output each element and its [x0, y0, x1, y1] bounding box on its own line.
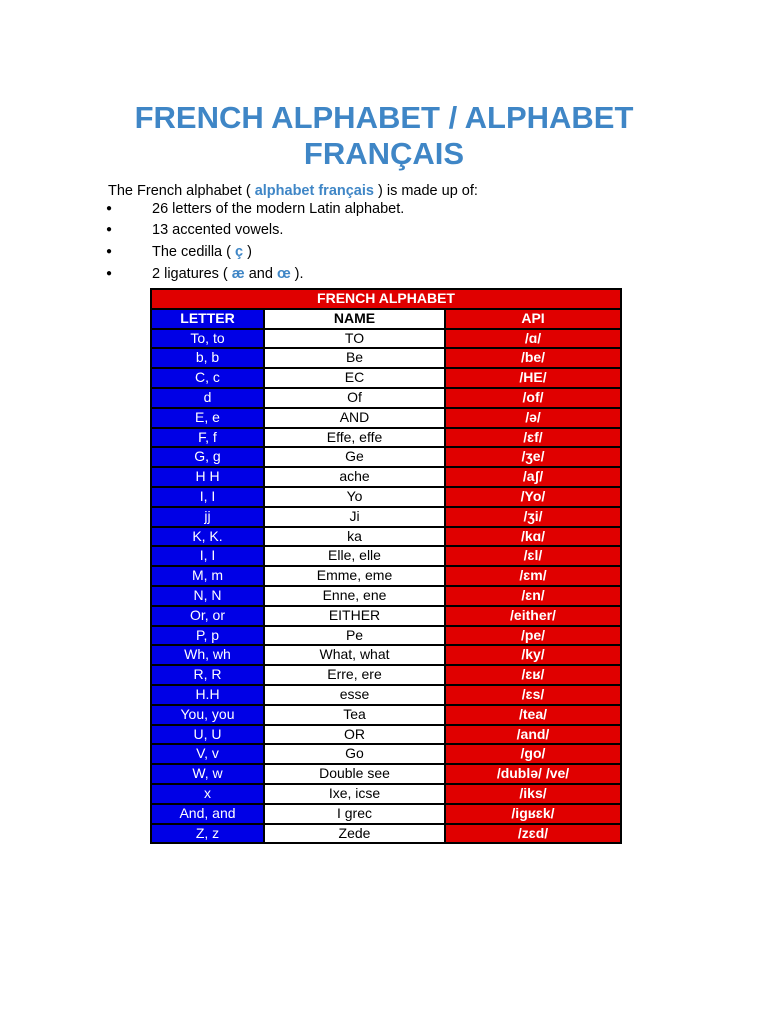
table-row — [151, 784, 621, 804]
cell-name: TO — [264, 329, 445, 349]
list-item — [0, 221, 768, 241]
cell-letter: You, you — [151, 705, 264, 725]
cell-letter: K, K. — [151, 527, 264, 547]
column-header-name: NAME — [264, 309, 445, 329]
page-title — [0, 100, 768, 172]
alphabet-table — [150, 288, 622, 844]
cell-name: EITHER — [264, 606, 445, 626]
cell-name: Elle, elle — [264, 546, 445, 566]
cell-letter: F, f — [151, 428, 264, 448]
cell-letter: jj — [151, 507, 264, 527]
cell-letter: To, to — [151, 329, 264, 349]
cell-letter: d — [151, 388, 264, 408]
cell-api: /ɛm/ — [445, 566, 621, 586]
bullet-text: ) — [243, 244, 252, 260]
table-row — [151, 507, 621, 527]
cell-api: /ʒe/ — [445, 447, 621, 467]
cell-letter: N, N — [151, 586, 264, 606]
bullet-text: and — [244, 266, 277, 282]
list-item — [0, 200, 768, 220]
bullet-highlight: æ — [231, 266, 245, 282]
cell-api: /zɛd/ — [445, 824, 621, 844]
cell-letter: H H — [151, 467, 264, 487]
cell-letter: I, I — [151, 546, 264, 566]
cell-api: /ɑ/ — [445, 329, 621, 349]
cell-name: Emme, eme — [264, 566, 445, 586]
bullet-icon: ● — [106, 246, 113, 257]
cell-api: /ɛs/ — [445, 685, 621, 705]
table-row — [151, 744, 621, 764]
cell-letter: I, I — [151, 487, 264, 507]
table-row — [151, 467, 621, 487]
table-row — [151, 546, 621, 566]
bullet-text: 13 accented vowels. — [152, 222, 284, 238]
table-row — [151, 348, 621, 368]
table-row — [151, 764, 621, 784]
table-row — [151, 606, 621, 626]
bullet-text: ). — [290, 266, 304, 282]
cell-api: /Yo/ — [445, 487, 621, 507]
cell-name: ache — [264, 467, 445, 487]
intro-paragraph — [108, 182, 478, 200]
cell-api: /ʒi/ — [445, 507, 621, 527]
list-item — [0, 265, 768, 285]
column-header-letter: LETTER — [151, 309, 264, 329]
bullet-icon: ● — [106, 268, 113, 279]
table-row — [151, 368, 621, 388]
cell-letter: C, c — [151, 368, 264, 388]
cell-letter: V, v — [151, 744, 264, 764]
intro-highlight: alphabet français — [254, 183, 374, 199]
cell-name: Ji — [264, 507, 445, 527]
cell-api: /pe/ — [445, 626, 621, 646]
cell-api: /tea/ — [445, 705, 621, 725]
cell-name: OR — [264, 725, 445, 745]
cell-api: /go/ — [445, 744, 621, 764]
table-row — [151, 329, 621, 349]
bullet-highlight: ç — [235, 244, 244, 260]
cell-name: Effe, effe — [264, 428, 445, 448]
table-row — [151, 645, 621, 665]
table-row — [151, 586, 621, 606]
cell-api: /of/ — [445, 388, 621, 408]
table-row — [151, 388, 621, 408]
table-row — [151, 725, 621, 745]
bullet-icon: ● — [106, 224, 113, 235]
cell-name: Ge — [264, 447, 445, 467]
intro-suffix: ) is made up of: — [373, 183, 478, 199]
table-row — [151, 665, 621, 685]
bullet-highlight: œ — [276, 266, 291, 282]
cell-name: AND — [264, 408, 445, 428]
cell-api: /dublə/ /ve/ — [445, 764, 621, 784]
cell-letter: U, U — [151, 725, 264, 745]
bullet-text: 2 ligatures ( — [152, 266, 232, 282]
cell-name: Ixe, icse — [264, 784, 445, 804]
cell-api: /ə/ — [445, 408, 621, 428]
table-row — [151, 626, 621, 646]
cell-letter: G, g — [151, 447, 264, 467]
cell-api: /ɛl/ — [445, 546, 621, 566]
cell-name: What, what — [264, 645, 445, 665]
table-body — [151, 329, 621, 844]
table-row — [151, 487, 621, 507]
table-caption: FRENCH ALPHABET — [151, 289, 621, 309]
cell-letter: b, b — [151, 348, 264, 368]
title-line-1: FRENCH ALPHABET / ALPHABET — [134, 100, 634, 135]
bullet-text: The cedilla ( — [152, 244, 236, 260]
cell-name: Tea — [264, 705, 445, 725]
table-row — [151, 685, 621, 705]
cell-api: /and/ — [445, 725, 621, 745]
cell-name: esse — [264, 685, 445, 705]
cell-letter: M, m — [151, 566, 264, 586]
cell-name: Of — [264, 388, 445, 408]
cell-api: /ky/ — [445, 645, 621, 665]
bullet-text: 26 letters of the modern Latin alphabet. — [152, 201, 405, 217]
table-row — [151, 447, 621, 467]
cell-api: /igʁɛk/ — [445, 804, 621, 824]
cell-api: /aʃ/ — [445, 467, 621, 487]
cell-name: Zede — [264, 824, 445, 844]
cell-name: Be — [264, 348, 445, 368]
list-item — [0, 243, 768, 263]
cell-name: Yo — [264, 487, 445, 507]
cell-name: Go — [264, 744, 445, 764]
table-row — [151, 804, 621, 824]
intro-prefix: The French alphabet ( — [108, 183, 255, 199]
table-row — [151, 705, 621, 725]
cell-name: EC — [264, 368, 445, 388]
cell-letter: And, and — [151, 804, 264, 824]
cell-api: /either/ — [445, 606, 621, 626]
table-header-row — [151, 309, 621, 329]
title-line-2: FRANÇAIS — [303, 136, 465, 171]
cell-api: /ɛn/ — [445, 586, 621, 606]
table-row — [151, 566, 621, 586]
cell-letter: E, e — [151, 408, 264, 428]
cell-name: I grec — [264, 804, 445, 824]
bullet-icon: ● — [106, 203, 113, 214]
cell-letter: R, R — [151, 665, 264, 685]
cell-letter: Wh, wh — [151, 645, 264, 665]
cell-api: /ɛʁ/ — [445, 665, 621, 685]
cell-name: ka — [264, 527, 445, 547]
cell-api: /ɛf/ — [445, 428, 621, 448]
table-row — [151, 824, 621, 844]
cell-name: Pe — [264, 626, 445, 646]
table-row — [151, 527, 621, 547]
cell-letter: Z, z — [151, 824, 264, 844]
cell-letter: Or, or — [151, 606, 264, 626]
cell-api: /HE/ — [445, 368, 621, 388]
cell-letter: P, p — [151, 626, 264, 646]
table-caption-row — [151, 289, 621, 309]
cell-letter: H.H — [151, 685, 264, 705]
cell-letter: x — [151, 784, 264, 804]
table-row — [151, 408, 621, 428]
cell-letter: W, w — [151, 764, 264, 784]
table-row — [151, 428, 621, 448]
column-header-api: API — [445, 309, 621, 329]
cell-name: Enne, ene — [264, 586, 445, 606]
cell-name: Erre, ere — [264, 665, 445, 685]
cell-api: /kɑ/ — [445, 527, 621, 547]
cell-api: /be/ — [445, 348, 621, 368]
cell-name: Double see — [264, 764, 445, 784]
cell-api: /iks/ — [445, 784, 621, 804]
